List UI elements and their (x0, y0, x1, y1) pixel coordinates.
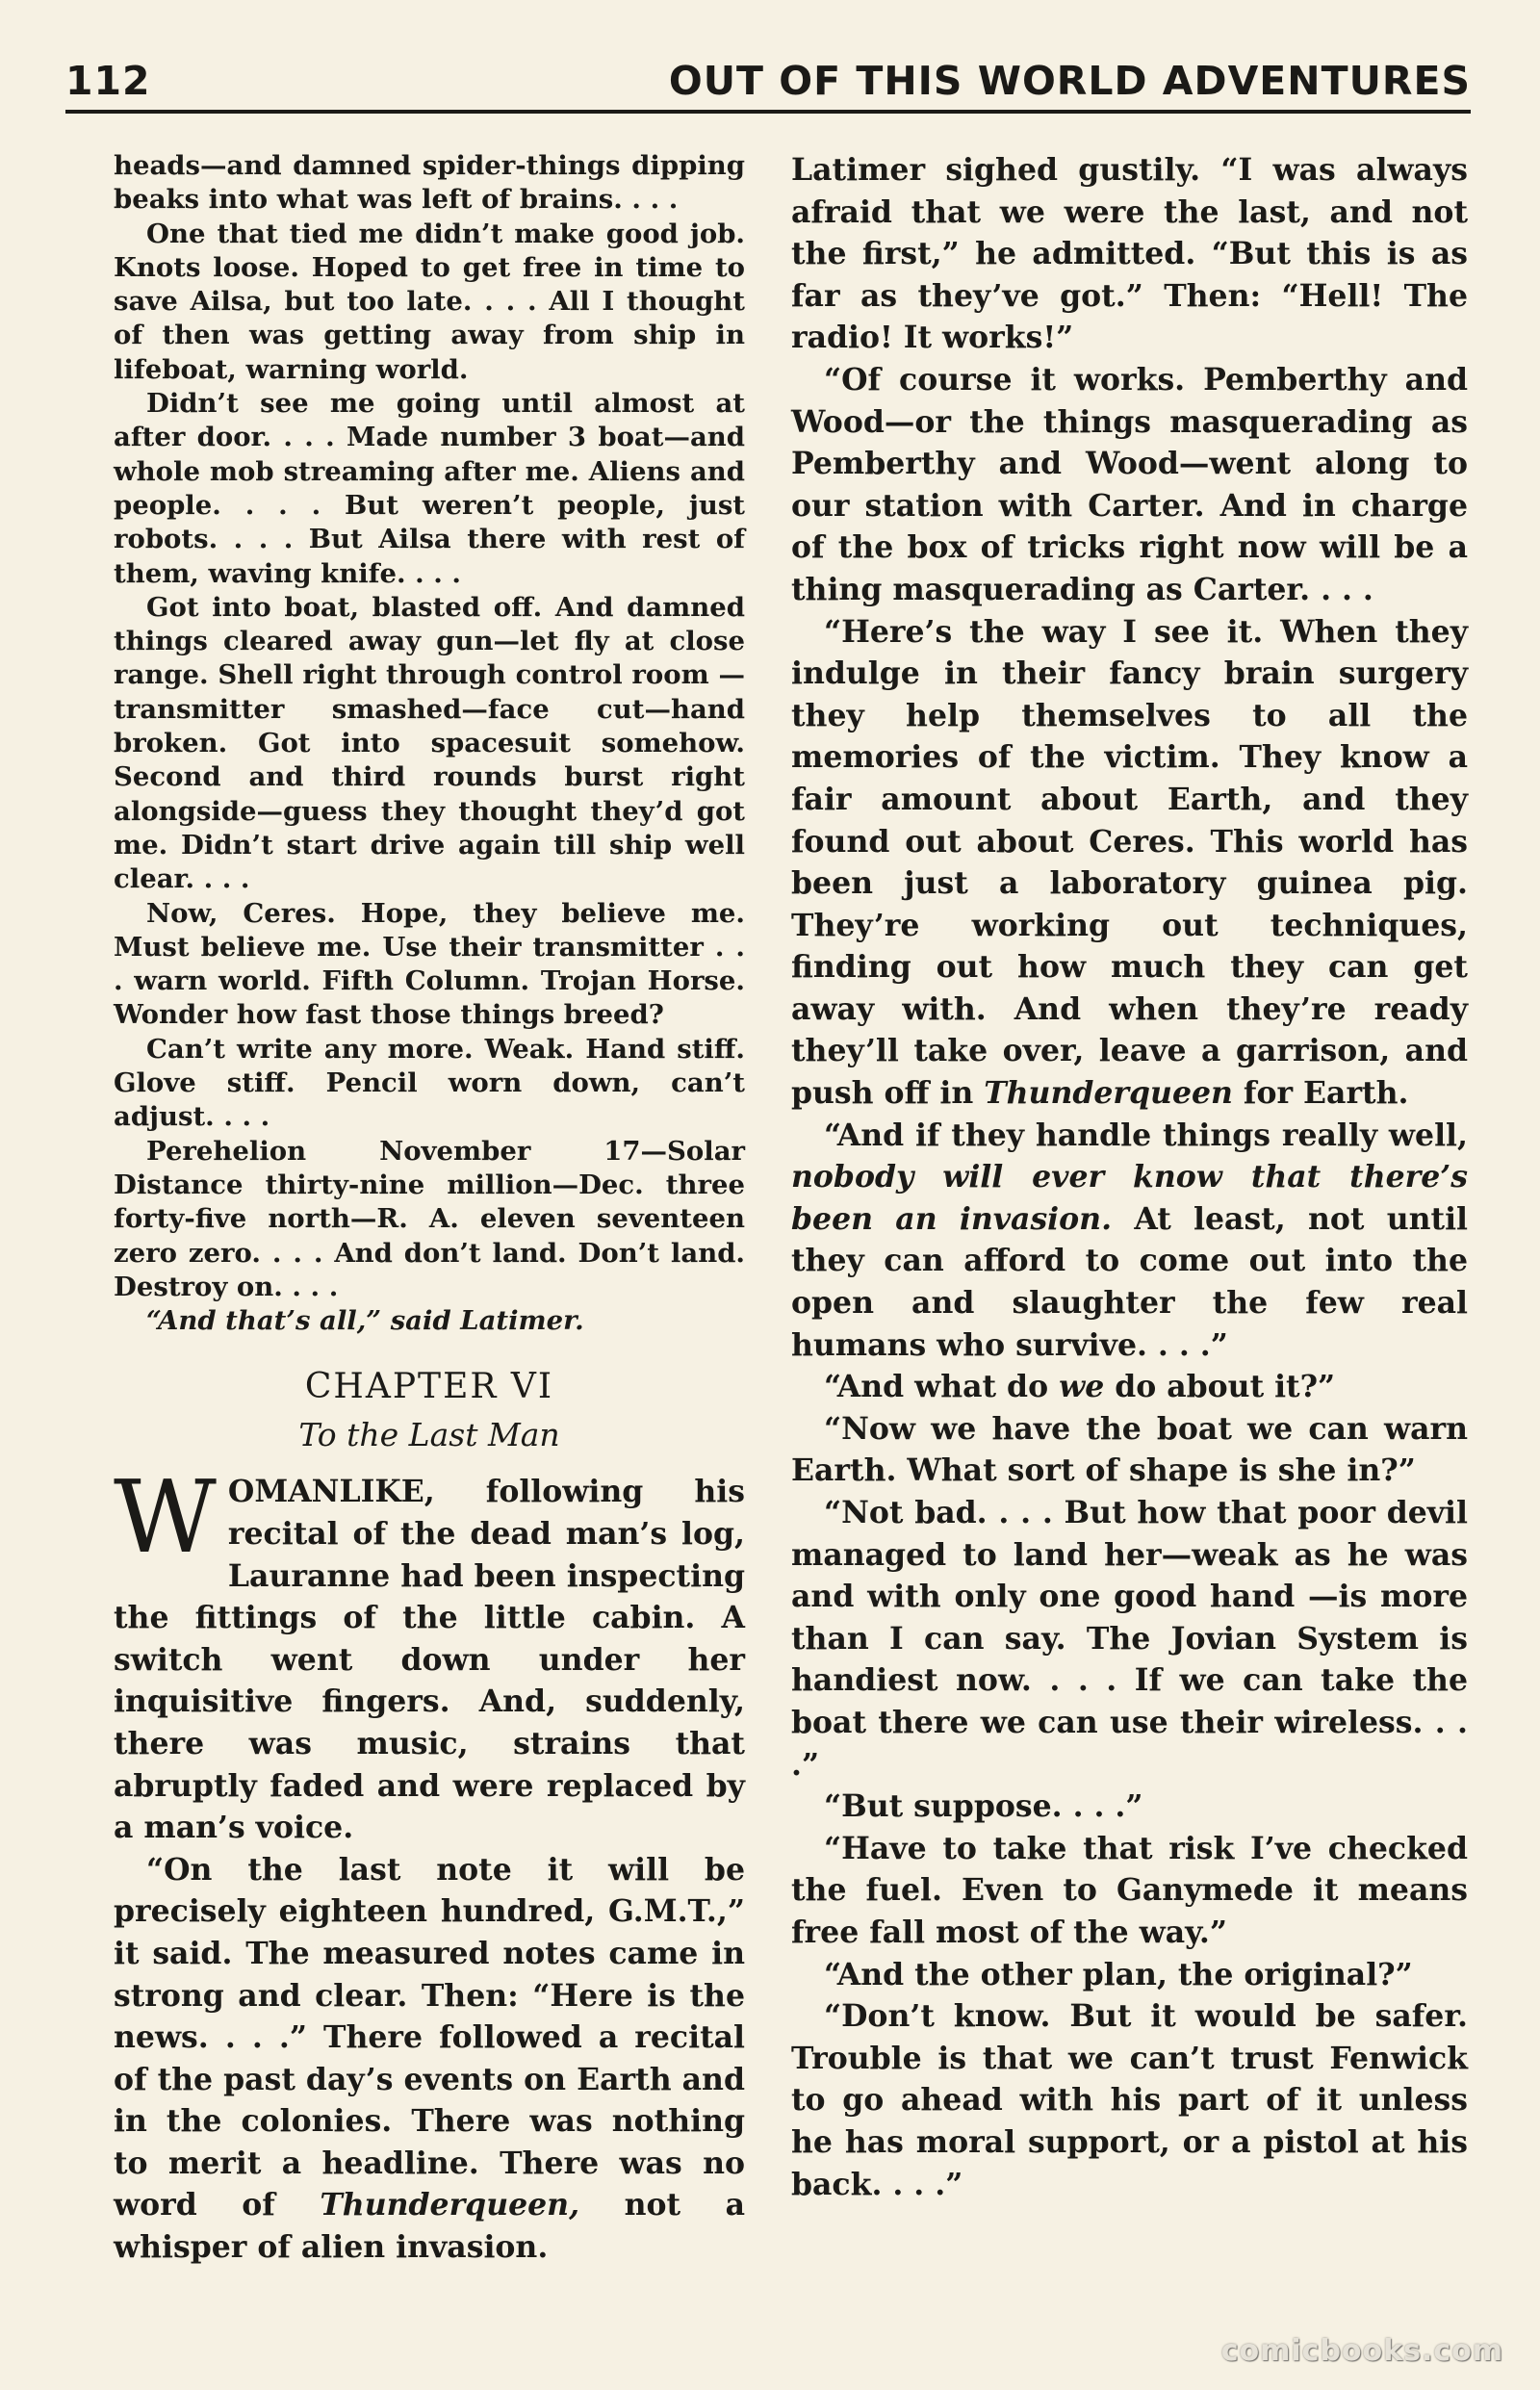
chapter-number: CHAPTER VI (304, 1367, 554, 1407)
drop-cap: W (114, 1458, 217, 1577)
opening-paragraph (114, 1458, 745, 1848)
paragraph-text: for Earth. (1232, 1075, 1409, 1112)
body-paragraph: “And the other plan, the original?” (824, 1956, 1413, 1992)
paragraph-text: “And if they handle things really well, (824, 1117, 1468, 1153)
paragraph-text: “Here’s the way I see it. When they indulge in their fancy brain surgery they help themselves to all the memories of the victim. They know a fair amount about Earth, and they found out about Ceres. This world has been just a laboratory guinea pig. They’re working out techniques, finding out how much they can get away with. And when they’re ready they’ll take over, leave a garrison, and push off in (791, 613, 1468, 1112)
dead-mans-log (114, 149, 745, 1338)
body-paragraph: “Have to take that risk I’ve checked the fuel. Even to Ganymede it means free fall most of the way.” (791, 1830, 1468, 1950)
paragraph-text: not a whisper of alien invasion. (114, 2187, 745, 2266)
log-paragraph: Perehelion November 17—Solar Distance thirty-nine million—Dec. three forty-five north—R. A. eleven seventeen zero zero. . . . And don’t land. Don’t land. Destroy on. . . . (114, 1135, 745, 1302)
chapter-body (114, 1458, 745, 2268)
body-paragraph: “Not bad. . . . But how that poor devil managed to land her—weak as he was and with only one good hand —is more than I can say. The Jovian System is handiest now. . . . If we can take the boat there we can use their wireless. . . .” (791, 1495, 1468, 1783)
running-title: OUT OF THIS WORLD ADVENTURES (668, 58, 1471, 104)
log-closing: “And that’s all,” said Latimer. (146, 1305, 584, 1337)
italic-phrase: nobody will ever know that there’s been an invasion. (791, 1159, 1468, 1237)
body-paragraph (791, 1366, 1468, 1408)
body-paragraph: Latimer sighed gustily. “I was always afraid that we were the last, and not the first,” he admitted. “But this is as far as they’ve got.” Then: “Hell! The radio! It works!” (791, 152, 1468, 356)
page-number: 112 (65, 58, 151, 104)
paragraph-text: do about it?” (1104, 1369, 1336, 1405)
log-paragraph: Now, Ceres. Hope, they believe me. Must believe me. Use their transmitter . . . warn world. Fifth Column. Trojan Horse. Wonder how fast those things breed? (114, 897, 745, 1031)
chapter-heading (114, 1363, 745, 1459)
paragraph-text: “And what do (824, 1369, 1060, 1405)
paragraph-text: “On the last note it will be precisely eighteen hundred, G.M.T.,” it said. The measured notes came in strong and clear. Then: “Here is the news. . . .” There followed a recital of the past day’s events on Earth and in the colonies. There was nothing to merit a headline. There was no word of (114, 1851, 745, 2223)
log-paragraph: One that tied me didn’t make good job. Knots loose. Hoped to get free in time to save Ailsa, but too late. . . . All I thought of then was getting away from ship in lifeboat, warning world. (114, 218, 745, 385)
ship-name: Thunderqueen (984, 1075, 1233, 1112)
right-column (791, 149, 1468, 2205)
body-paragraph (791, 611, 1468, 1115)
site-watermark: comicbooks.com (1220, 2334, 1503, 2368)
body-paragraph: “Now we have the boat we can warn Earth. What sort of shape is she in?” (791, 1410, 1468, 1489)
log-paragraph: heads—and damned spider-things dipping beaks into what was left of brains. . . . (114, 150, 745, 216)
body-paragraph (114, 1849, 745, 2269)
opening-text: following his recital of the dead man’s log, Lauranne had been inspecting the fittings of the little cabin. A switch went down under her inquisitive fingers. And, suddenly, there was music, strains that abruptly faded and were replaced by a man’s voice. (114, 1474, 745, 1846)
page-header (65, 50, 1471, 114)
body-paragraph: “Don’t know. But it would be safer. Trouble is that we can’t trust Fenwick to go ahead with his part of it unless he has moral support, or a pistol at his back. . . .” (791, 1998, 1468, 2202)
left-column (114, 149, 745, 2269)
italic-word: we (1059, 1369, 1105, 1405)
log-paragraph: Didn’t see me going until almost at after door. . . . Made number 3 boat—and whole mob streaming after me. Aliens and people. . . . But weren’t people, just robots. . . . But Ailsa there with rest of them, waving knife. . . . (114, 388, 745, 589)
chapter-title: To the Last Man (298, 1416, 560, 1454)
log-paragraph: Can’t write any more. Weak. Hand stiff. Glove stiff. Pencil worn down, can’t adjust. . . . (114, 1033, 745, 1133)
opening-lead: OMANLIKE, (227, 1474, 435, 1510)
paragraph-text: At least, not until they can afford to come out into the open and slaughter the few real humans who survive. . . .” (791, 1200, 1468, 1363)
ship-name: Thunderqueen, (320, 2187, 580, 2223)
body-paragraph: “Of course it works. Pemberthy and Wood—or the things masquerading as Pemberthy and Wood—went along to our station with Carter. And in charge of the box of tricks right now will be a thing masquerading as Carter. . . . (791, 361, 1468, 607)
body-paragraph: “But suppose. . . .” (824, 1788, 1143, 1825)
log-paragraph: Got into boat, blasted off. And damned things cleared away gun—let fly at close range. Shell right through control room —transmitter smashed—face cut—hand broken. Got into spacesuit somehow. Second and third rounds burst right alongside—guess they thought they’d got me. Didn’t start drive again till ship well clear. . . . (114, 591, 745, 895)
body-paragraph (791, 1115, 1468, 1367)
